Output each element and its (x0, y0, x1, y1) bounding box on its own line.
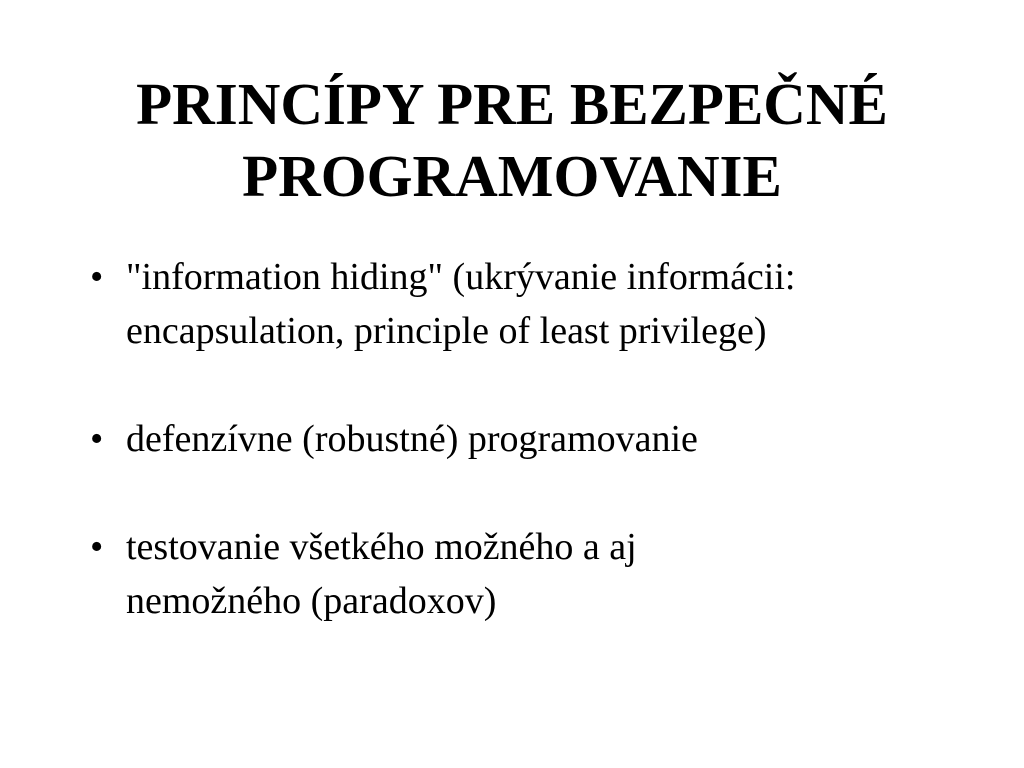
bullet-text-line: defenzívne (robustné) programovanie (126, 418, 698, 460)
bullet-text-line: nemožného (paradoxov) (126, 580, 497, 622)
slide-title (0, 68, 1024, 212)
bullet-text-line: encapsulation, principle of least privilege) (126, 310, 767, 352)
bullet-list (88, 250, 988, 628)
bullet-point-icon: • (90, 526, 104, 568)
bullet-item-testing (88, 520, 988, 628)
bullet-point-icon: • (90, 418, 104, 460)
slide-title-line-1: PRINCÍPY PRE BEZPEČNÉ (136, 71, 888, 137)
bullet-item-information-hiding (88, 250, 988, 358)
bullet-text-line: "information hiding" (ukrývanie informácii: (126, 256, 796, 298)
bullet-item-defensive-programming (88, 412, 988, 466)
slide-title-line-2: PROGRAMOVANIE (242, 143, 782, 209)
bullet-text-line: testovanie všetkého možného a aj (126, 526, 637, 568)
bullet-point-icon: • (90, 256, 104, 298)
